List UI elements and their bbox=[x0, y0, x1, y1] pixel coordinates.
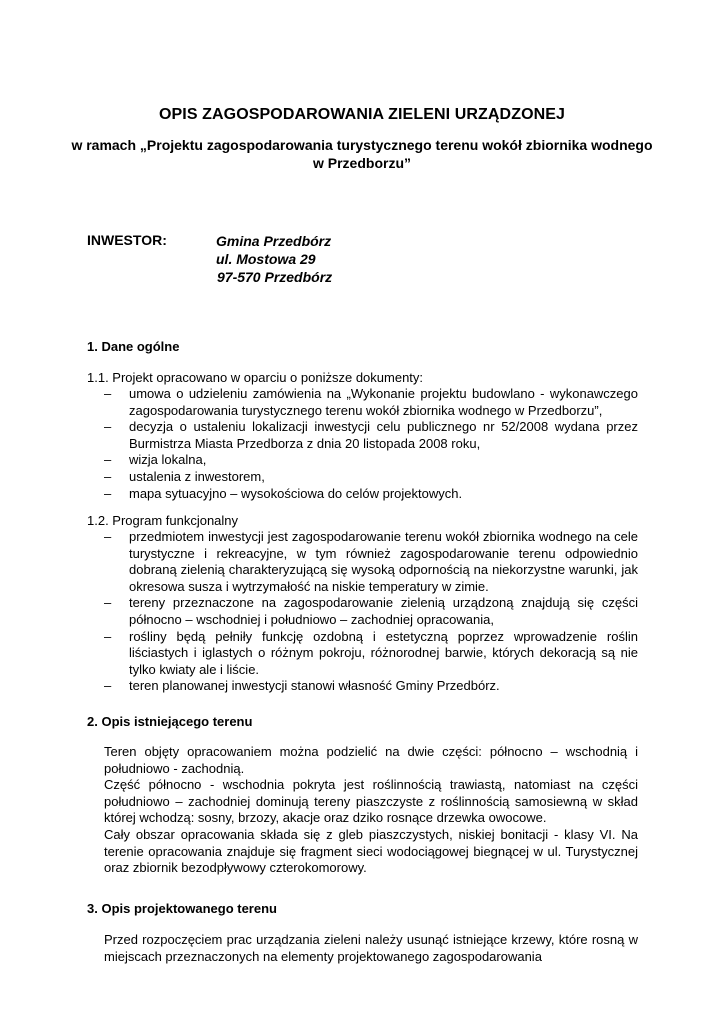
section3-body bbox=[104, 932, 638, 965]
section1-heading: 1. Dane ogólne bbox=[87, 339, 180, 354]
document-subtitle: w ramach „Projektu zagospodarowania turystycznego terenu wokół zbiornika wodnego w Przedborzu” bbox=[71, 137, 653, 171]
list-item: – rośliny będą pełniły funkcję ozdobną i estetyczną poprzez wprowadzenie roślin liściastych i iglastych o różnym pokroju, różnorodnej barwie, których dekoracją są nie tylko kwiaty ale i liście. bbox=[104, 628, 638, 677]
list-item: – wizja lokalna, bbox=[104, 452, 207, 468]
list-item: – umowa o udzieleniu zamówienia na „Wykonanie projektu budowlano - wykonawczego zagospodarowania turystycznego terenu wokół zbiornika wodnego w Przedborzu”, bbox=[104, 386, 638, 418]
section1-1-list bbox=[104, 386, 638, 502]
paragraph: Część północno - wschodnia pokryta jest roślinnością trawiastą, natomiast na części południowo – zachodniej dominują tereny piaszczyste z roślinnością samosiewną w skład której wchodzą: sosny, brzozy, akacje oraz dziko rosnące drzewka owocowe. bbox=[104, 777, 638, 826]
list-item: – decyzja o ustaleniu lokalizacji inwestycji celu publicznego nr 52/2008 wydana przez Burmistrza Miasta Przedborza z dnia 20 listopada 2008 roku, bbox=[104, 419, 638, 451]
document-title: OPIS ZAGOSPODAROWANIA ZIELENI URZĄDZONEJ bbox=[158, 106, 566, 123]
investor-name: Gmina Przedbórz bbox=[216, 233, 332, 249]
paragraph: Teren objęty opracowaniem można podzielić na dwie części: północno – wschodnią i południowo - zachodnią. bbox=[104, 744, 638, 776]
paragraph: Przed rozpoczęciem prac urządzania zieleni należy usunąć istniejące krzewy, które rosną w miejscach przeznaczonych na elementy projektowanego zagospodarowania bbox=[104, 932, 638, 964]
investor-city: 97-570 Przedbórz bbox=[217, 269, 333, 285]
list-item: – przedmiotem inwestycji jest zagospodarowanie terenu wokół zbiornika wodnego na cele turystyczne i rekreacyjne, w tym również zagospodarowanie terenu odpowiednio dobraną zielenią charakteryzującą się wysoką odpornością na niekorzystne warunki, jak okresowa susza i wytrzymałość na niskie temperatury w zimie. bbox=[104, 529, 638, 594]
section3-heading: 3. Opis projektowanego terenu bbox=[87, 901, 277, 916]
investor-address bbox=[216, 232, 332, 286]
list-item: – tereny przeznaczone na zagospodarowanie zielenią urządzoną znajdują się części północno – wschodniej i południowo – zachodniej opracowania, bbox=[104, 595, 638, 627]
section1-2-list bbox=[104, 529, 638, 695]
section2-heading: 2. Opis istniejącego terenu bbox=[87, 714, 253, 729]
section2-body bbox=[104, 744, 638, 877]
investor-label: INWESTOR: bbox=[87, 232, 167, 248]
list-item: – ustalenia z inwestorem, bbox=[104, 468, 265, 484]
investor-street: ul. Mostowa 29 bbox=[216, 251, 316, 267]
section1-1-title: 1.1. Projekt opracowano w oparciu o poniższe dokumenty: bbox=[87, 370, 424, 385]
list-item: – teren planowanej inwestycji stanowi własność Gminy Przedbórz. bbox=[104, 678, 500, 694]
list-item: – mapa sytuacyjno – wysokościowa do celów projektowych. bbox=[104, 485, 463, 501]
section1-2-title: 1.2. Program funkcjonalny bbox=[87, 513, 239, 528]
paragraph: Cały obszar opracowania składa się z gleb piaszczystych, niskiej bonitacji - klasy VI. Na terenie opracowania znajduje się fragment sieci wodociągowej biegnącej w ul. Turystycznej oraz zbiornik bezodpływowy czterokomorowy. bbox=[104, 826, 638, 876]
